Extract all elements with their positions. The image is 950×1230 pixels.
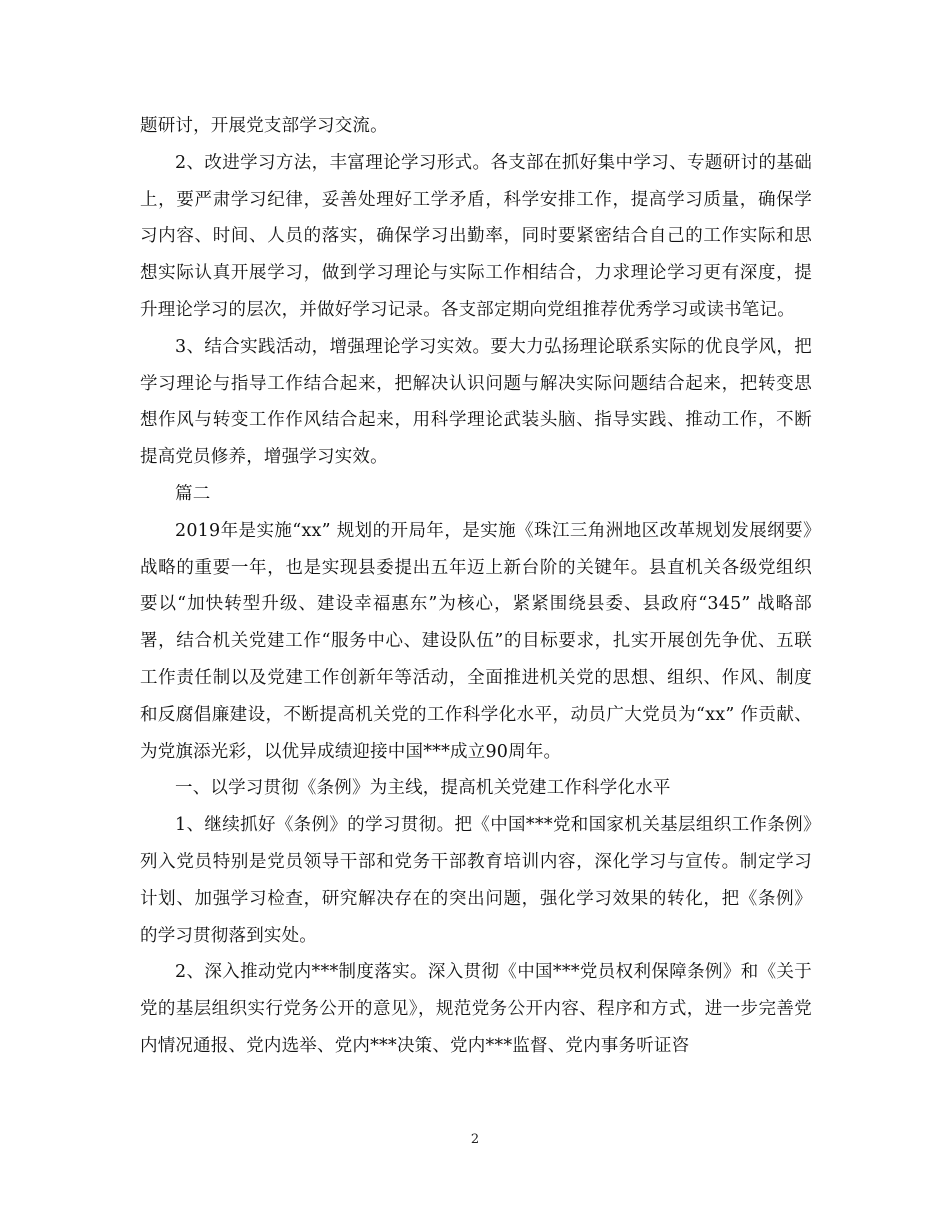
paragraph-4: 2019年是实施“xx” 规划的开局年，是实施《珠江三角洲地区改革规划发展纲要》战略的重要一年，也是实现县委提出五年迈上新台阶的关键年。县直机关各级党组织要以“加快转型升级、建设幸福惠东”为核心，紧紧围绕县委、县政府“345” 战略部署，结合机关党建工作“服务中心、建设队伍”的目标要求，扎实开展创先争优、五联工作责任制以及党建工作创新年等活动，全面推进机关党的思想、组织、作风、制度和反腐倡廉建设，不断提高机关党的工作科学化水平，动员广大党员为“xx” 作贡献、为党旗添光彩，以优异成绩迎接中国***成立90周年。 — [140, 520, 812, 762]
paragraph-6: 2、深入推动党内***制度落实。深入贯彻《中国***党员权利保障条例》和《关于党的基层组织实行党务公开的意见》，规范党务公开内容、程序和方式，进一步完善党内情况通报、党内选举、党内***决策、党内***监督、党内事务听证咨 — [140, 962, 812, 1056]
paragraph-2: 2、改进学习方法，丰富理论学习形式。各支部在抓好集中学习、专题研讨的基础上，要严肃学习纪律，妥善处理好工学矛盾，科学安排工作，提高学习质量，确保学习内容、时间、人员的落实，确保学习出勤率，同时要紧密结合自己的工作实际和思想实际认真开展学习，做到学习理论与实际工作相结合，力求理论学习更有深度，提升理论学习的层次，并做好学习记录。各支部定期向党组推荐优秀学习或读书笔记。 — [140, 152, 812, 320]
section-heading-1: 一、以学习贯彻《条例》为主线，提高机关党建工作科学化水平 — [175, 778, 671, 799]
paragraph-3: 3、结合实践活动，增强理论学习实效。要大力弘扬理论联系实际的优良学风，把学习理论与指导工作结合起来，把解决认识问题与解决实际问题结合起来，把转变思想作风与转变工作作风结合起来，用科学理论武装头脑、指导实践、推动工作，不断提高党员修养，增强学习实效。 — [140, 336, 812, 468]
section-heading-part-two: 篇二 — [175, 483, 211, 504]
paragraph-1: 题研讨，开展党支部学习交流。 — [140, 116, 388, 136]
document-body — [140, 108, 812, 1065]
paragraph-5: 1、继续抓好《条例》的学习贯彻。把《中国***党和国家机关基层组织工作条例》列入党员特别是党员领导干部和党务干部教育培训内容，深化学习与宣传。制定学习计划、加强学习检查，研究解决存在的突出问题，强化学习效果的转化，把《条例》的学习贯彻落到实处。 — [140, 815, 812, 946]
page-number: 2 — [470, 1132, 480, 1147]
